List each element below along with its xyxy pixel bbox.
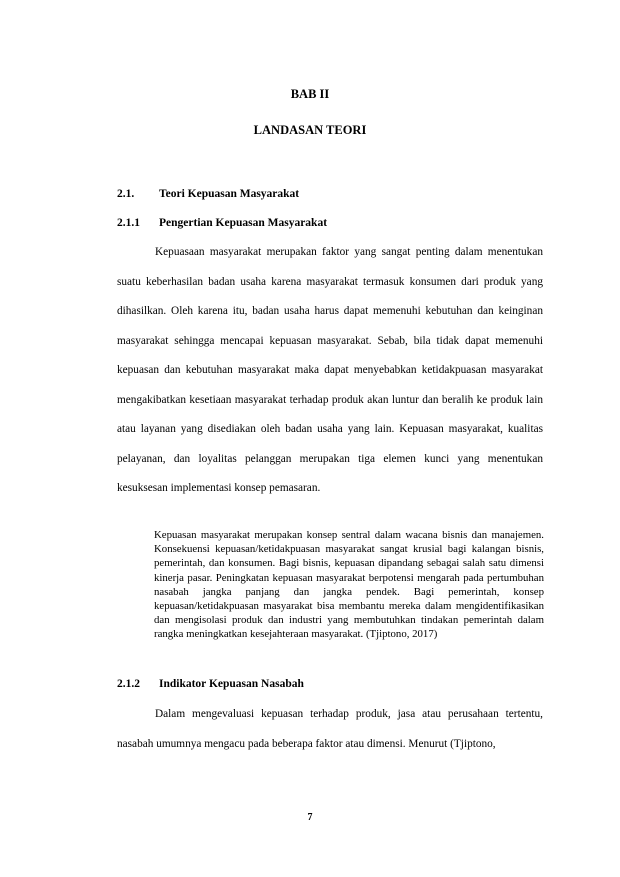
paragraph-text: Dalam mengevaluasi kepuasan terhadap produk, jasa atau perusahaan tertentu, nasabah umumnya mengacu pada beberapa faktor atau dimensi. Menurut (Tjiptono, xyxy=(117,708,543,750)
section-title: Indikator Kepuasan Nasabah xyxy=(159,678,304,690)
chapter-title: LANDASAN TEORI xyxy=(253,123,367,137)
body-paragraph-1 xyxy=(117,238,543,504)
section-heading-2-1 xyxy=(117,188,299,200)
section-title: Pengertian Kepuasan Masyarakat xyxy=(159,217,328,229)
section-heading-2-1-2 xyxy=(117,678,304,690)
page-number: 7 xyxy=(307,812,313,823)
chapter-number: BAB II xyxy=(290,87,330,101)
quote-text: Kepuasan masyarakat merupakan konsep sentral dalam wacana bisnis dan manajemen. Konsekuensi kepuasan/ketidakpuasan masyarakat sangat krusial bagi kalangan bisnis, pemerintah, dan konsumen. Bagi bisnis, kepuasan dipandang sebagai salah satu dimensi kinerja pasar. Peningkatan kepuasan masyarakat berpotensi mengarah pada pertumbuhan nasabah jangka panjang dan jangka pendek. Bagi pemerintah, konsep kepuasan/ketidakpuasan masyarakat bisa membantu mereka dalam mengidentifikasikan dan mengisolasi produk dan industri yang membutuhkan tindakan pemerintah dalam rangka meningkatkan kesejahteraan masyarakat. (Tjiptono, 2017) xyxy=(154,529,544,641)
body-paragraph-2 xyxy=(117,700,543,759)
section-title: Teori Kepuasan Masyarakat xyxy=(159,188,300,200)
section-number: 2.1.2 xyxy=(117,678,140,690)
section-number: 2.1. xyxy=(117,188,135,200)
paragraph-text: Kepuasaan masyarakat merupakan faktor yang sangat penting dalam menentukan suatu keberhasilan badan usaha karena masyarakat termasuk konsumen dari produk yang dihasilkan. Oleh karena itu, badan usaha harus dapat memenuhi kebutuhan dan keinginan masyarakat sehingga mencapai kepuasan masyarakat. Sebab, bila tidak dapat memenuhi kepuasan dan kebutuhan masyarakat maka dapat menyebabkan ketidakpuasan masyarakat mengakibatkan kesetiaan masyarakat terhadap produk akan luntur dan beralih ke produk lain atau layanan yang disediakan oleh badan usaha yang lain. Kepuasan masyarakat, kualitas pelayanan, dan loyalitas pelanggan merupakan tiga elemen kunci yang menentukan kesuksesan implementasi konsep pemasaran. xyxy=(117,246,543,494)
section-heading-2-1-1 xyxy=(117,217,327,229)
block-quote xyxy=(154,528,544,642)
section-number: 2.1.1 xyxy=(117,217,140,229)
